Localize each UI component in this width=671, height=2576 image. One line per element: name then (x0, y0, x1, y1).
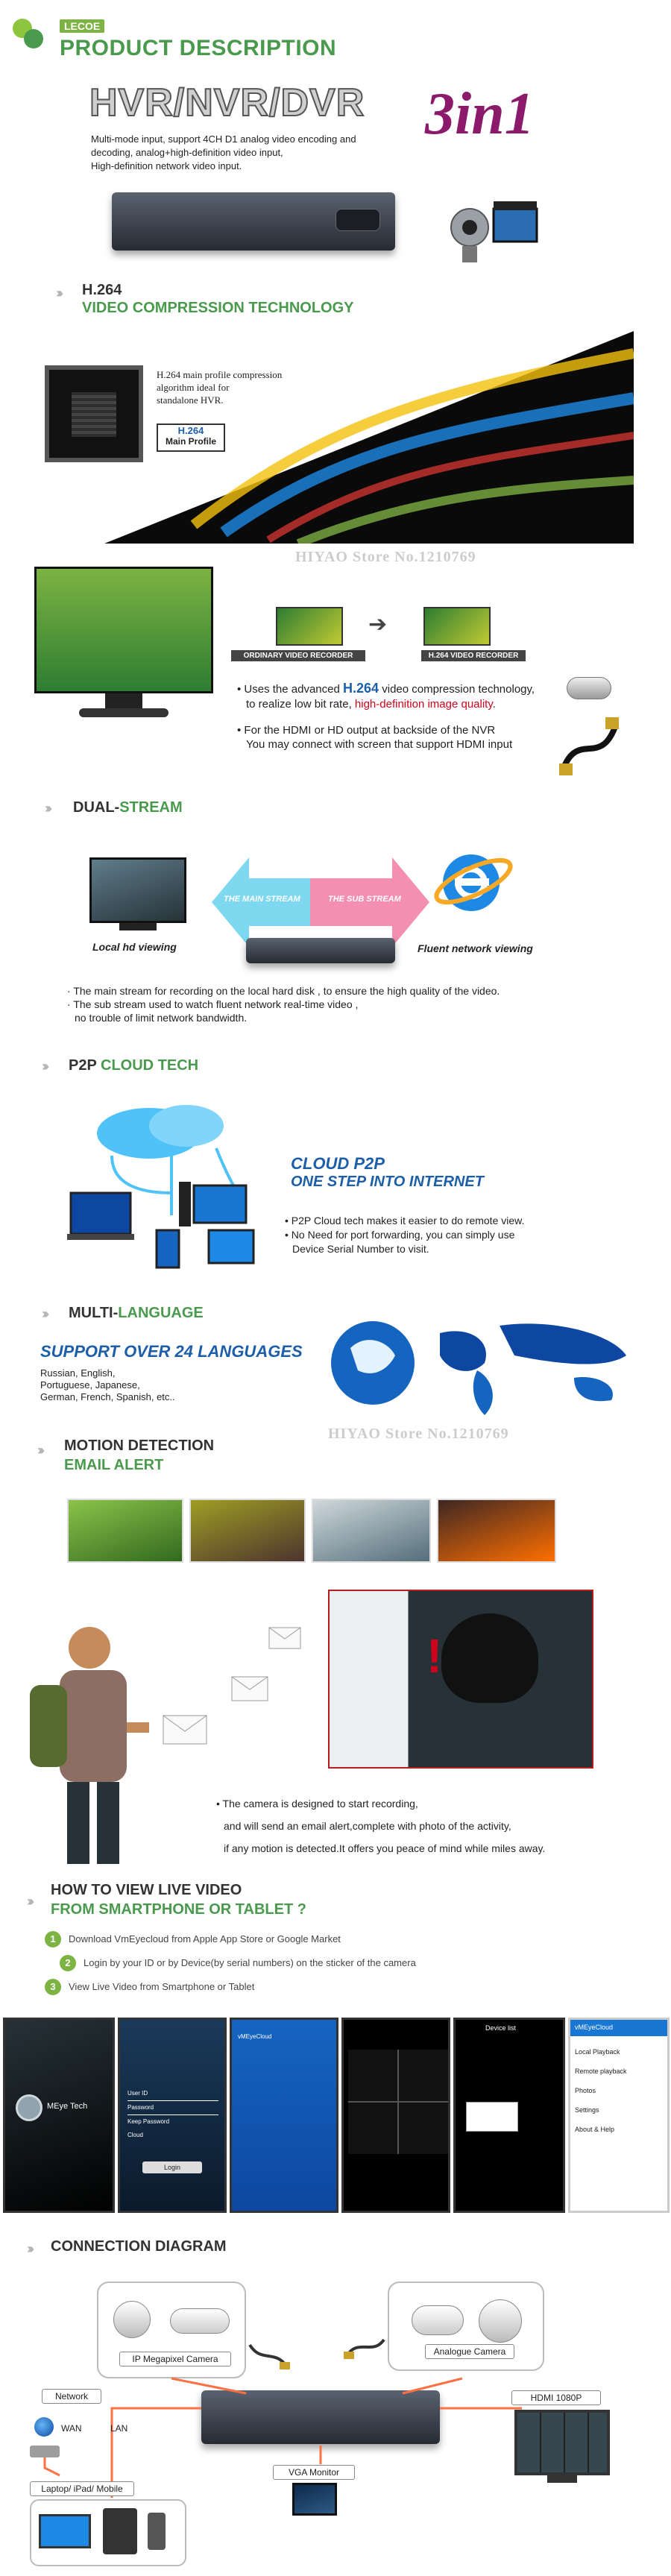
chip-desc-line: standalone HVR. (157, 394, 224, 406)
email-envelope-icon (231, 1676, 268, 1701)
lan-label: LAN (110, 2423, 128, 2434)
bullet1-line2-post: . (492, 698, 496, 711)
login-field-label: User ID (127, 2087, 218, 2101)
network-label: Network (42, 2389, 101, 2404)
dual-stream-dvr-image (246, 938, 395, 963)
dual-bullet: The main stream for recording on the local hard disk , to ensure the high quality of the video. (73, 985, 500, 997)
p2p-title (69, 1057, 198, 1074)
main-profile-badge-bottom: Main Profile (165, 436, 216, 447)
motion-description (216, 1792, 545, 1859)
wan-label: WAN (61, 2423, 82, 2434)
dvr-front-panel (336, 209, 380, 231)
p2p-title-green: CLOUD TECH (101, 1057, 199, 1074)
phone-icon (148, 2513, 166, 2550)
device-list-header: Device list (485, 2024, 517, 2032)
main-stream-label: THE MAIN STREAM (224, 895, 300, 904)
p2p-bullet-cont: Device Serial Number to visit. (292, 1243, 429, 1255)
alert-exclamation-icon: ! (426, 1629, 443, 1683)
p2p-bullets (285, 1214, 524, 1256)
h264-bullet-1 (237, 681, 535, 696)
section-arrows-icon: ››› (42, 1306, 46, 1321)
hdmi-label: HDMI 1080P (511, 2390, 601, 2405)
motion-photo-3 (312, 1499, 431, 1563)
login-field-label: Password (127, 2101, 218, 2115)
bullet2-line: For the HDMI or HD output at backside of the NVR (244, 724, 496, 737)
multi-language-title (69, 1305, 204, 1322)
hdmi-monitor-stand (547, 2475, 577, 2483)
dual-bullet: The sub stream used to watch fluent network real-time video , (73, 998, 359, 1010)
p2p-title-dark: P2P (69, 1057, 101, 1074)
section-arrows-icon: ››› (27, 1894, 31, 1909)
page-title: PRODUCT DESCRIPTION (60, 36, 337, 60)
analogue-camera-label: Analogue Camera (425, 2344, 514, 2359)
bullet-camera-icon (170, 2308, 230, 2334)
ordinary-recorder-label: ORDINARY VIDEO RECORDER (231, 650, 365, 661)
ordinary-recorder-image (276, 607, 343, 646)
dual-stream-title-dark: DUAL- (73, 799, 120, 816)
p2p-bullet: No Need for port forwarding, you can simply use (291, 1229, 515, 1241)
live-view-title-2: FROM SMARTPHONE OR TABLET ? (51, 1901, 306, 1918)
cloud-p2p-heading: CLOUD P2P (291, 1154, 385, 1173)
intruder-photo (328, 1590, 593, 1769)
motion-photo-4 (437, 1499, 556, 1563)
p2p-bullet: P2P Cloud tech makes it easier to do remote view. (291, 1215, 525, 1226)
bullet-dot: • (285, 1215, 292, 1226)
motion-photo-2 (189, 1499, 306, 1563)
globe-icon (34, 2417, 54, 2437)
motion-line: The camera is designed to start recording, (222, 1798, 418, 1810)
hdmi-monitor-image (514, 2410, 610, 2475)
main-profile-badge (157, 423, 225, 452)
multi-language-title-green: LANGUAGE (118, 1305, 204, 1321)
email-envelope-icon (163, 1715, 207, 1745)
app-name: MEye Tech (47, 2102, 88, 2111)
hd-monitor-image (34, 567, 213, 723)
h264-section-title: VIDEO COMPRESSION TECHNOLOGY (82, 300, 354, 316)
step-3 (45, 1979, 254, 1995)
menu-item[interactable]: Photos (575, 2087, 596, 2094)
bullet-dot: · (67, 998, 74, 1010)
bullet-dot: • (216, 1798, 223, 1810)
step-text: Download VmEyecloud from Apple App Store or Google Market (69, 1933, 341, 1944)
h264-recorder-label: H.264 VIDEO RECORDER (421, 650, 526, 661)
step-2 (60, 1955, 416, 1971)
dual-bullet-cont: no trouble of limit network bandwidth. (75, 1012, 248, 1024)
section-arrows-icon: ››› (56, 286, 60, 300)
menu-header: vMEyeCloud (238, 2033, 272, 2040)
motion-photo-1 (67, 1499, 183, 1563)
chip-desc-line: H.264 main profile compression (157, 369, 283, 380)
header-logo-icon (10, 16, 45, 51)
step-text: View Live Video from Smartphone or Tablet (69, 1981, 255, 1992)
motion-line: if any motion is detected.It offers you peace of mind while miles away. (224, 1842, 546, 1854)
language-line: Russian, English, (40, 1367, 116, 1379)
multi-language-title-dark: MULTI- (69, 1305, 119, 1321)
ie-browser-icon (432, 844, 514, 919)
login-field-label: Cloud (127, 2132, 143, 2138)
step-number-badge: 3 (45, 1979, 61, 1995)
hero-badge: 3in1 (425, 81, 535, 147)
section-arrows-icon: ››› (42, 1059, 46, 1074)
laptop-icon (39, 2514, 91, 2548)
hero-desc-line: Multi-mode input, support 4CH D1 analog video encoding and (91, 133, 356, 145)
intruder-mask (441, 1613, 538, 1703)
sub-stream-label: THE SUB STREAM (328, 895, 401, 904)
hero-headline: HVR/NVR/DVR (89, 81, 365, 125)
h264-recorder-image (423, 607, 491, 646)
watermark: HIYAO Store No.1210769 (295, 549, 476, 565)
brand-badge: LECOE (60, 19, 104, 33)
app-menu-screen (568, 2018, 670, 2213)
bullet2-line: You may connect with screen that support HDMI input (246, 738, 513, 751)
cable-icon (343, 2334, 388, 2364)
login-button[interactable]: Login (142, 2161, 202, 2173)
chip-image (45, 365, 143, 462)
world-map-image (328, 1311, 641, 1423)
live-view-title-1: HOW TO VIEW LIVE VIDEO (51, 1882, 242, 1898)
bullet1-brand: H.264 (343, 681, 379, 696)
step-number-badge: 1 (45, 1931, 61, 1947)
dual-stream-title (73, 799, 183, 816)
h264-bullet-1-line2 (246, 697, 496, 711)
section-arrows-icon: ››› (45, 801, 49, 816)
step-1 (45, 1931, 341, 1947)
email-alert-title: EMAIL ALERT (64, 1457, 164, 1473)
app-logo-icon (16, 2094, 42, 2121)
language-line: German, French, Spanish, etc.. (40, 1391, 175, 1402)
section-arrows-icon: ››› (37, 1443, 42, 1458)
motion-line: and will send an email alert,complete with photo of the activity, (224, 1820, 511, 1832)
dome-camera-icon (479, 2299, 522, 2343)
vga-monitor-image (292, 2483, 337, 2516)
tablet-icon (103, 2508, 137, 2554)
app-splash-screen (3, 2018, 115, 2213)
login-field-label: Keep Password (127, 2118, 170, 2125)
menu-item[interactable]: About & Help (575, 2126, 615, 2133)
dual-stream-title-green: STREAM (119, 799, 183, 816)
cloud-p2p-subheading: ONE STEP INTO INTERNET (291, 1174, 484, 1190)
menu-item[interactable]: Local Playback (575, 2048, 620, 2056)
h264-section-title-top: H.264 (82, 282, 122, 298)
local-monitor-image (89, 857, 186, 923)
step-number-badge: 2 (60, 1955, 76, 1971)
menu-item[interactable]: Settings (575, 2106, 599, 2114)
camera-clapper-icon (447, 186, 544, 268)
hdd-icon (567, 677, 611, 699)
bullet1-line2-red: high-definition image quality (354, 698, 493, 711)
section-arrows-icon: ››› (27, 2241, 31, 2256)
hero-description (91, 133, 434, 173)
router-icon (30, 2446, 60, 2457)
h264-bullet-2 (237, 723, 512, 752)
hero-desc-line: decoding, analog+high-definition video input, (91, 147, 283, 158)
chip-description (157, 368, 282, 406)
bullet1-text-pre: Uses the advanced (244, 683, 344, 696)
ip-camera-label: IP Megapixel Camera (119, 2352, 231, 2366)
dome-camera-icon (113, 2301, 151, 2338)
email-envelope-icon (268, 1627, 301, 1649)
bullet-camera-icon (412, 2305, 464, 2335)
hero-desc-line: High-definition network video input. (91, 160, 242, 171)
arrow-right-icon: ➔ (368, 612, 388, 637)
app-live-grid-screen (341, 2018, 450, 2213)
cloud-network-image (67, 1103, 276, 1282)
dual-stream-bullets (67, 984, 500, 1024)
bullet-dot: • (285, 1229, 292, 1241)
chip-desc-line: algorithm ideal for (157, 382, 230, 393)
app-device-screen (230, 2018, 338, 2213)
laptop-label: Laptop/ iPad/ Mobile (30, 2481, 134, 2496)
language-line: Portuguese, Japanese, (40, 1379, 140, 1391)
support-languages-heading: SUPPORT OVER 24 LANGUAGES (40, 1342, 303, 1361)
app-login-screen (118, 2018, 227, 2213)
menu-header: vMEyeCloud (570, 2020, 667, 2036)
app-device-list-screen (453, 2018, 565, 2213)
main-profile-badge-top: H.264 (177, 425, 204, 436)
local-monitor-stand (119, 923, 157, 930)
connection-diagram-title: CONNECTION DIAGRAM (51, 2238, 227, 2255)
menu-item[interactable]: Remote playback (575, 2068, 627, 2075)
watermark: HIYAO Store No.1210769 (328, 1426, 509, 1442)
step-text: Login by your ID or by Device(by serial numbers) on the sticker of the camera (84, 1957, 416, 1968)
local-viewing-caption: Local hd viewing (92, 941, 177, 953)
bullet-dot: • (237, 683, 245, 696)
dvr-device-image (112, 192, 395, 251)
bullet1-text-post: video compression technology, (379, 683, 535, 696)
languages-list (40, 1367, 175, 1403)
motion-title: MOTION DETECTION (64, 1437, 215, 1454)
network-viewing-caption: Fluent network viewing (418, 942, 533, 954)
man-with-phone-image (15, 1618, 164, 1864)
bullet1-line2-pre: to realize low bit rate, (246, 698, 355, 711)
bullet-dot: · (67, 985, 74, 997)
bullet-dot: • (237, 724, 245, 737)
vga-label: VGA Monitor (273, 2465, 355, 2480)
devices-group (30, 2499, 186, 2566)
hdmi-cable-icon (556, 716, 623, 777)
